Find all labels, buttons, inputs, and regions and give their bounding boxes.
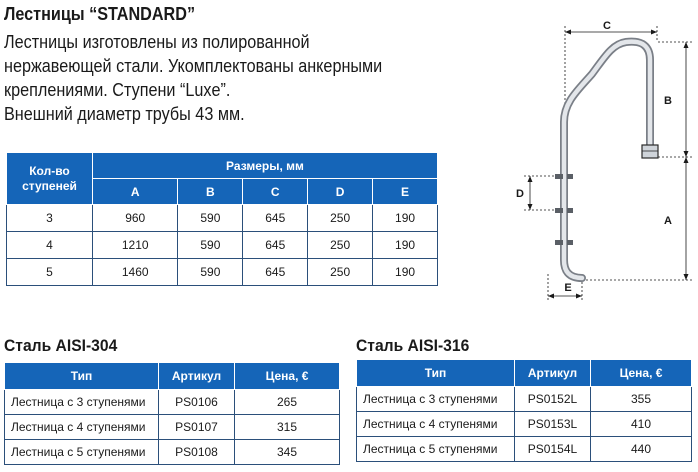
- header-dim-d: D: [308, 179, 373, 205]
- cell-type: Лестница с 4 ступенями: [357, 412, 515, 437]
- cell-dim-e: 190: [373, 232, 438, 259]
- cell-dim-b: 590: [178, 232, 243, 259]
- section-title-aisi-304: Сталь AISI-304: [4, 336, 118, 355]
- dim-label-e: E: [564, 282, 572, 294]
- description-line: Лестницы изготовлены из полированной: [4, 32, 310, 52]
- ladder-tube: [564, 42, 650, 278]
- cell-dim-b: 590: [178, 205, 243, 232]
- header-type: Тип: [5, 363, 159, 390]
- cell-steps: 4: [7, 232, 93, 259]
- header-dim-e: E: [373, 179, 438, 205]
- ladder-dimension-drawing: [508, 12, 696, 302]
- dimensions-table: [6, 152, 438, 286]
- cell-article: PS0106: [159, 390, 235, 415]
- cell-dim-d: 250: [308, 205, 373, 232]
- anchor-cap: [642, 145, 658, 158]
- cell-steps: 5: [7, 259, 93, 286]
- dimension-arrows: [528, 30, 689, 299]
- header-dim-a: A: [93, 179, 178, 205]
- cell-article: PS0154L: [515, 437, 591, 462]
- table-row: [357, 387, 692, 412]
- cell-dim-e: 190: [373, 205, 438, 232]
- header-dim-b: B: [178, 179, 243, 205]
- cell-price: 265: [235, 390, 340, 415]
- cell-article: PS0152L: [515, 387, 591, 412]
- cell-article: PS0107: [159, 415, 235, 440]
- cell-dim-c: 645: [243, 205, 308, 232]
- cell-price: 355: [591, 387, 692, 412]
- dim-label-d: D: [516, 188, 524, 200]
- table-row: [5, 440, 340, 465]
- price-table-aisi-316: [356, 359, 692, 462]
- table-row: [5, 415, 340, 440]
- cell-type: Лестница с 5 ступенями: [5, 440, 159, 465]
- product-description: [4, 30, 427, 126]
- header-price: Цена, €: [235, 363, 340, 390]
- cell-price: 315: [235, 415, 340, 440]
- table-row: [357, 412, 692, 437]
- description-line: нержавеющей стали. Укомплектованы анкерными: [4, 56, 383, 76]
- cell-price: 345: [235, 440, 340, 465]
- dim-label-c: C: [603, 20, 611, 32]
- header-dim-c: C: [243, 179, 308, 205]
- cell-dim-a: 1210: [93, 232, 178, 259]
- table-row: [7, 259, 438, 286]
- dimension-lines: [524, 26, 692, 302]
- table-row: [7, 205, 438, 232]
- description-line: Внешний диаметр трубы 43 мм.: [4, 104, 245, 124]
- cell-article: PS0108: [159, 440, 235, 465]
- cell-article: PS0153L: [515, 412, 591, 437]
- cell-type: Лестница с 4 ступенями: [5, 415, 159, 440]
- cell-dim-c: 645: [243, 259, 308, 286]
- cell-price: 410: [591, 412, 692, 437]
- cell-dim-a: 960: [93, 205, 178, 232]
- cell-type: Лестница с 5 ступенями: [357, 437, 515, 462]
- cell-type: Лестница с 3 ступенями: [357, 387, 515, 412]
- table-row: [7, 232, 438, 259]
- cell-dim-b: 590: [178, 259, 243, 286]
- cell-price: 440: [591, 437, 692, 462]
- cell-dim-d: 250: [308, 232, 373, 259]
- table-row: [5, 390, 340, 415]
- header-dimensions-mm: Размеры, мм: [93, 153, 438, 179]
- header-steps-count: Кол-во ступеней: [7, 153, 93, 205]
- dim-label-a: A: [664, 215, 672, 227]
- cell-type: Лестница с 3 ступенями: [5, 390, 159, 415]
- cell-steps: 3: [7, 205, 93, 232]
- page-title: Лестницы “STANDARD”: [4, 4, 196, 24]
- price-table-aisi-304: [4, 362, 340, 465]
- cell-dim-e: 190: [373, 259, 438, 286]
- dim-label-b: B: [664, 95, 672, 107]
- description-line: креплениями. Ступени “Luxe”.: [4, 80, 231, 100]
- table-row: [357, 437, 692, 462]
- header-article: Артикул: [515, 360, 591, 387]
- header-article: Артикул: [159, 363, 235, 390]
- section-title-aisi-316: Сталь AISI-316: [356, 336, 470, 355]
- header-type: Тип: [357, 360, 515, 387]
- cell-dim-c: 645: [243, 232, 308, 259]
- cell-dim-d: 250: [308, 259, 373, 286]
- cell-dim-a: 1460: [93, 259, 178, 286]
- header-price: Цена, €: [591, 360, 692, 387]
